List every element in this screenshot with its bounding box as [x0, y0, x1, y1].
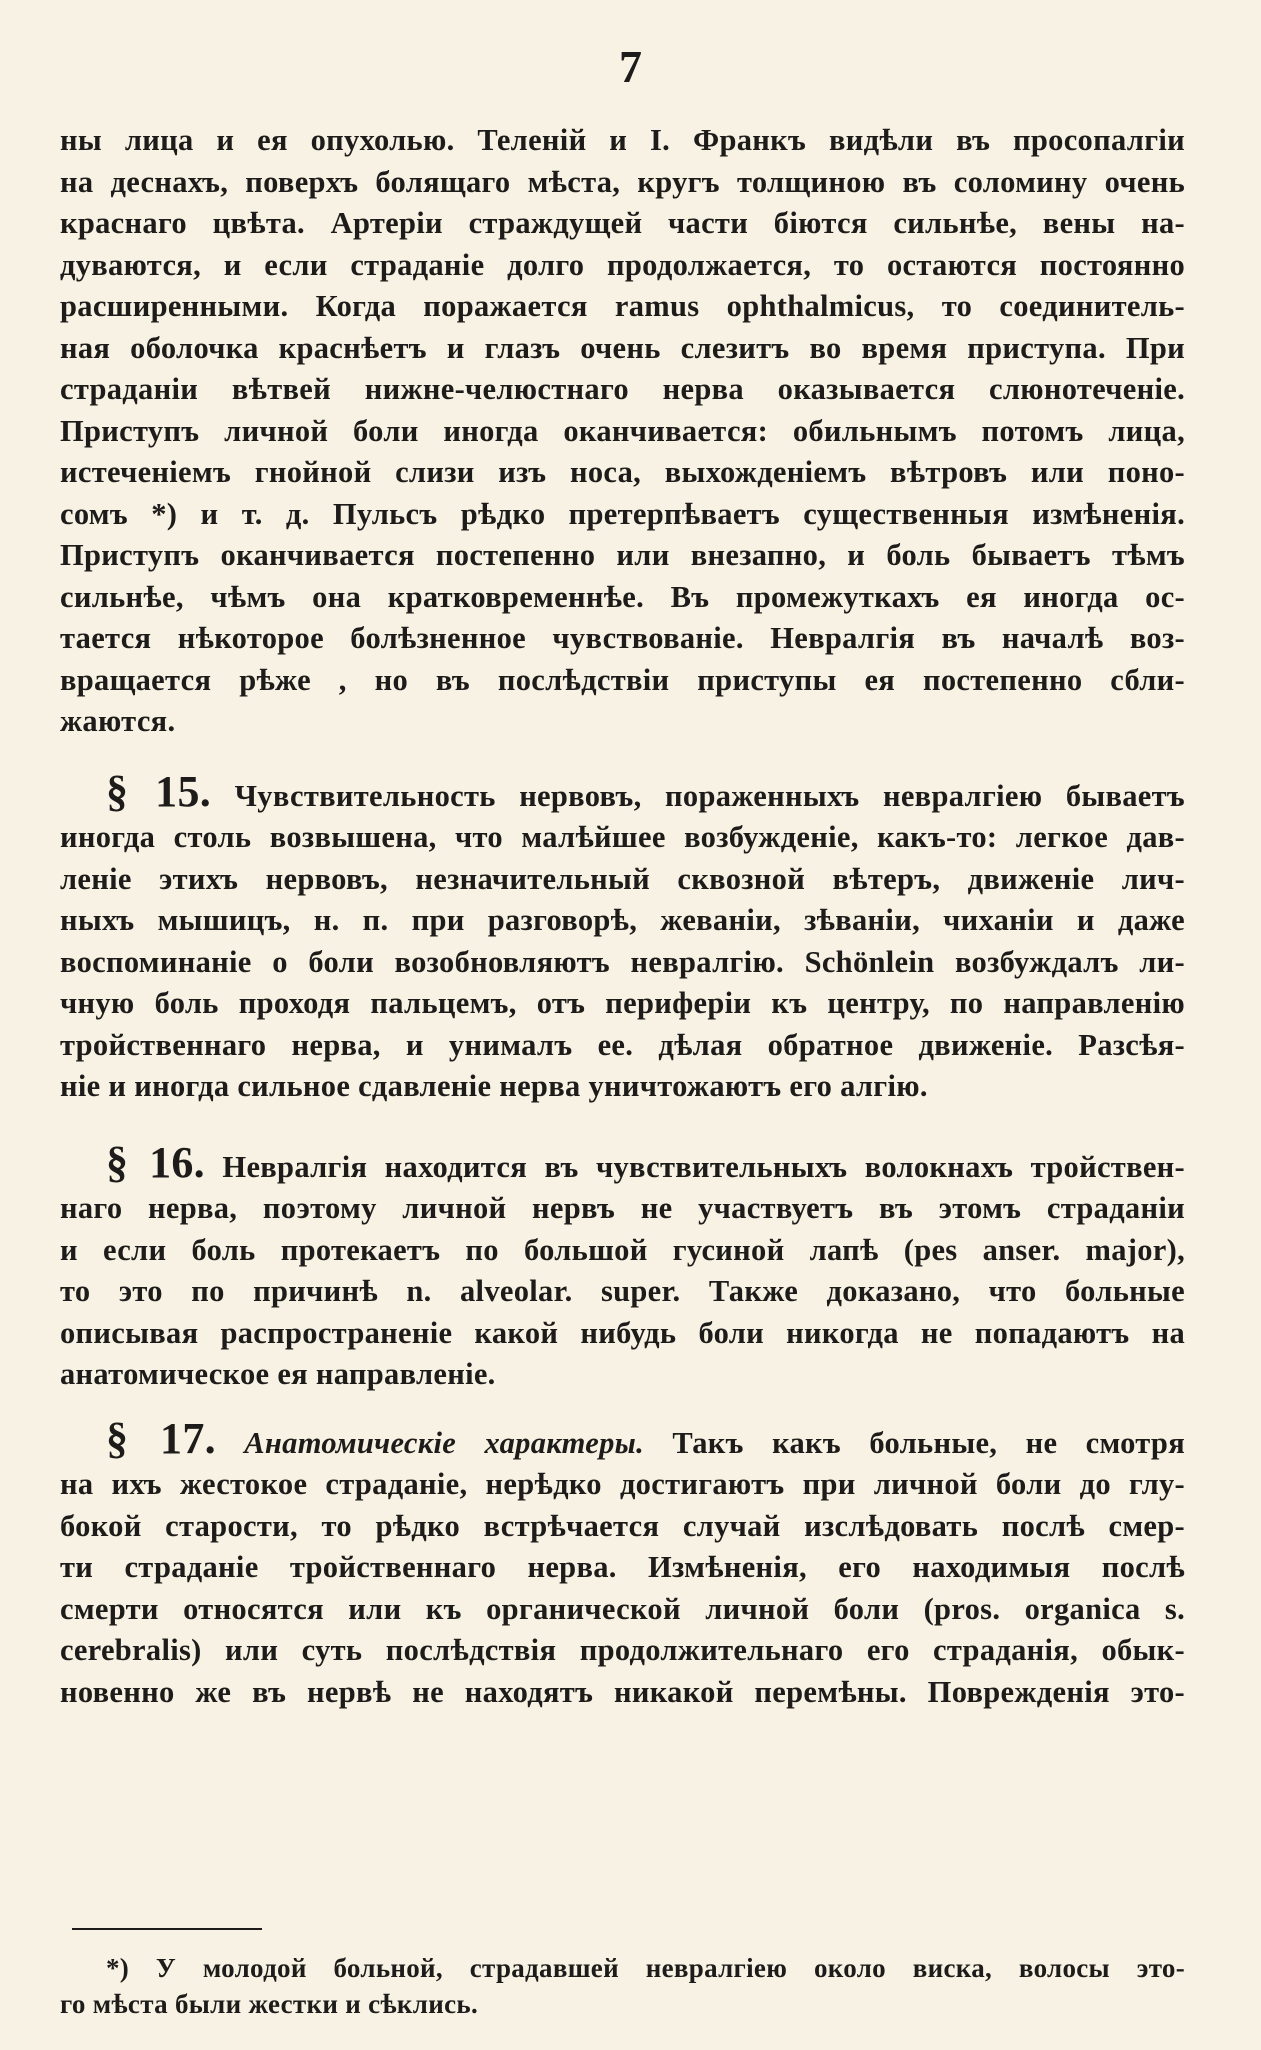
- text-line: анатомическое ея направленіе.: [60, 1357, 496, 1391]
- text-line: воспоминаніе о боли возобновляютъ невралгію. Schönlein возбуждалъ ли-: [60, 944, 1185, 979]
- text-line: вращается рѣже , но въ послѣдствіи приступы ея постепенно сбли-: [60, 662, 1185, 697]
- paragraph-section-16: [60, 1137, 1186, 1396]
- section-heading: Анатомическіе характеры.: [244, 1425, 645, 1460]
- text-line: краснаго цвѣта. Артеріи страждущей части біются сильнѣе, вены на-: [60, 206, 1185, 240]
- text-line: [60, 766, 1186, 818]
- text-line: иногда столь возвышена, что малѣйшее возбужденіе, какъ-то: легкое дав-: [60, 820, 1185, 854]
- paragraph-section-15: [60, 766, 1186, 1108]
- text-line: бокой старости, то рѣдко встрѣчается случай изслѣдовать послѣ смер-: [60, 1508, 1185, 1543]
- text-line: ная оболочка краснѣетъ и глазъ очень слезитъ во время приступа. При: [60, 330, 1185, 365]
- text-line: страданіи вѣтвей нижне-челюстнаго нерва оказывается слюнотеченіе.: [60, 372, 1185, 406]
- paragraph-section-17: [60, 1413, 1185, 1714]
- text-line: ти страданіе тройственнаго нерва. Измѣненія, его находимыя послѣ: [60, 1550, 1185, 1584]
- section-mark: § 16.: [106, 1137, 205, 1187]
- text-line: ны лица и ея опухолью. Теленій и I. Франкъ видѣли въ просопалгіи: [60, 123, 1185, 157]
- text-line: [60, 1413, 1185, 1465]
- text-line: то это по причинѣ n. alveolar. super. Также доказано, что больные: [60, 1274, 1185, 1308]
- footnote: [60, 1950, 1185, 2022]
- section-mark: § 17.: [106, 1413, 216, 1463]
- text-line: [60, 1137, 1186, 1189]
- section-first-line: Такъ какъ больные, не смотря: [672, 1425, 1185, 1460]
- section-first-line: Невралгія находится въ чувствительныхъ волокнахъ тройствен-: [222, 1149, 1186, 1184]
- page-number: 7: [619, 41, 642, 92]
- text-line: смерти относятся или къ органической личной боли (pros. organica s.: [60, 1591, 1185, 1626]
- text-line: сильнѣе, чѣмъ она кратковременнѣе. Въ промежуткахъ ея иногда ос-: [60, 579, 1185, 614]
- footnote-line: го мѣста были жестки и сѣклись.: [60, 1989, 479, 2019]
- text-line: истеченіемъ гнойной слизи изъ носа, выхожденіемъ вѣтровъ или поно-: [60, 455, 1185, 489]
- text-line: описывая распространеніе какой нибудь боли никогда не попадаютъ на: [60, 1315, 1185, 1350]
- text-line: тройственнаго нерва, и унималъ ее. дѣлая обратное движеніе. Разсѣя-: [60, 1027, 1185, 1062]
- footnote-divider: [72, 1928, 262, 1930]
- text-line: на деснахъ, поверхъ болящаго мѣста, кругъ толщиною въ соломину очень: [60, 164, 1185, 199]
- text-line: ніе и иногда сильное сдавленіе нерва уничтожаютъ его алгію.: [60, 1069, 928, 1103]
- text-line: леніе этихъ нервовъ, незначительный сквозной вѣтеръ, движеніе лич-: [60, 861, 1185, 896]
- text-line: сомъ *) и т. д. Пульсъ рѣдко претерпѣваетъ существенныя измѣненія.: [60, 496, 1185, 531]
- section-first-line: Чувствительность нервовъ, пораженныхъ невралгіею бываетъ: [234, 778, 1186, 813]
- text-line: и если боль протекаетъ по большой гусиной лапѣ (pes anser. major),: [60, 1232, 1185, 1267]
- text-line: жаются.: [60, 704, 176, 738]
- text-line: новенно же въ нервѣ не находятъ никакой перемѣны. Поврежденія это-: [60, 1674, 1185, 1709]
- footnote-line: *) У молодой больной, страдавшей невралгіею около виска, волосы это-: [106, 1953, 1185, 1983]
- text-line: Приступъ личной боли иногда оканчивается: обильнымъ потомъ лица,: [60, 413, 1185, 448]
- section-mark: § 15.: [106, 766, 212, 816]
- paragraph-1: [60, 120, 1185, 743]
- text-line: дуваются, и если страданіе долго продолжается, то остаются постоянно: [60, 247, 1185, 282]
- text-line: чную боль проходя пальцемъ, отъ периферіи къ центру, по направленію: [60, 986, 1185, 1020]
- text-line: тается нѣкоторое болѣзненное чувствованіе. Невралгія въ началѣ воз-: [60, 621, 1185, 655]
- text-line: ныхъ мышицъ, н. п. при разговорѣ, жеваніи, зѣваніи, чиханіи и даже: [60, 903, 1185, 937]
- body-text: [60, 120, 1185, 1713]
- text-line: cerebralis) или суть послѣдствія продолжительнаго его страданія, обык-: [60, 1633, 1185, 1667]
- text-line: на ихъ жестокое страданіе, нерѣдко достигаютъ при личной боли до глу-: [60, 1467, 1185, 1501]
- text-line: Приступъ оканчивается постепенно или внезапно, и боль бываетъ тѣмъ: [60, 538, 1185, 572]
- text-line: наго нерва, поэтому личной нервъ не участвуетъ въ этомъ страданіи: [60, 1191, 1185, 1225]
- text-line: расширенными. Когда поражается ramus ophthalmicus, то соединитель-: [60, 289, 1185, 323]
